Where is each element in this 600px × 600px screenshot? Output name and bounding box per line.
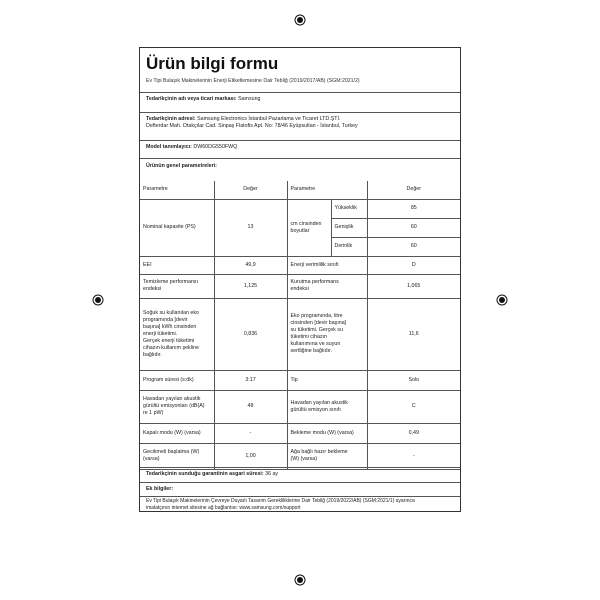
eei-label: EEI (140, 256, 214, 274)
energy-consumption-value: 0,836 (214, 298, 287, 370)
form-subtitle: Ev Tipi Bulaşık Makinelerinin Enerji Etiketlemesine Dair Tebliğ (2019/2017/AB) (SGM:2021/2) (146, 78, 360, 84)
divider (140, 482, 460, 483)
divider (140, 496, 460, 497)
registration-mark-right (499, 297, 505, 303)
divider (140, 467, 460, 468)
noise-class-value: C (367, 390, 460, 423)
header-value-right: Değer (367, 181, 460, 199)
table-row (140, 443, 460, 469)
depth-value: 60 (367, 237, 460, 256)
off-mode-value: - (214, 423, 287, 443)
warranty-value: 36 ay (265, 471, 279, 477)
noise-class-label: Havadan yayılan akustik gürültü emisyon sınıfı (287, 390, 367, 423)
supplier-row (146, 96, 260, 103)
registration-mark-top (297, 17, 303, 23)
warranty-row (146, 471, 278, 478)
registration-mark-bottom (297, 577, 303, 583)
off-mode-label: Kapalı modu (W) (varsa) (140, 423, 214, 443)
header-value-left: Değer (214, 181, 287, 199)
additional-info-label: Ek bilgiler: (146, 486, 174, 492)
nominal-capacity-value: 13 (214, 199, 287, 256)
model-row (146, 144, 237, 151)
depth-label: Derinlik (331, 237, 367, 256)
warranty-label: Tedarikçinin sunduğu garantinin asgari süresi: (146, 471, 264, 477)
dimensions-label: cm cinsinden boyutlar (287, 199, 331, 256)
divider (140, 140, 460, 141)
table-row (140, 423, 460, 443)
networked-standby-value: - (367, 443, 460, 469)
type-label: Tip (287, 370, 367, 390)
energy-class-label: Enerji verimlilik sınıfı (287, 256, 367, 274)
address-line-2: Defterdar Mah. Otakçılar Cad. Sinpaş Flatofis Apt. No: 78/46 Eyüpsultan - İstanbul, Turkey (146, 123, 358, 130)
header-param-right: Parametre (287, 181, 367, 199)
divider (140, 112, 460, 113)
table-row (140, 390, 460, 423)
model-label: Model tanımlayıcı: (146, 144, 192, 150)
nominal-capacity-label: Nominal kapasite (PS) (140, 199, 214, 256)
header-param-left: Parametre (140, 181, 214, 199)
table-row (140, 274, 460, 298)
program-duration-value: 3:17 (214, 370, 287, 390)
width-label: Genişlik (331, 218, 367, 237)
table-row (140, 298, 460, 370)
supplier-label: Tedarikçinin adı veya ticari markası: (146, 96, 237, 102)
width-value: 60 (367, 218, 460, 237)
water-consumption-label: Eko programında, litre cinsinden [devir başına] su tüketimi. Gerçek su tüketimi cihazın kullanımına ve suyun sertliğine bağlıdır. (287, 298, 367, 370)
table-row (140, 199, 460, 218)
table-row (140, 181, 460, 199)
water-consumption-value: 11,6 (367, 298, 460, 370)
parameters-table (140, 181, 460, 470)
address-line-1: Samsung Electronics İstanbul Pazarlama ve Ticaret LTD.ŞTİ. (197, 116, 341, 122)
additional-info-line-2: imalatçının internet sitesine ağ bağlantısı: www.samsung.com/support (146, 504, 301, 511)
general-params-label: Ürünün genel parametreleri: (146, 163, 217, 169)
height-label: Yükseklik (331, 199, 367, 218)
energy-consumption-label: Soğuk su kullanılan eko programında [devir başına] kWh cinsinden enerji tüketimi. Gerçek enerji tüketimi cihazın kullanım şekline bağlıdır. (140, 298, 214, 370)
standby-mode-value: 0,49 (367, 423, 460, 443)
program-duration-label: Program süresi (s:dk) (140, 370, 214, 390)
model-value: DW60DG550FWQ (193, 144, 238, 150)
additional-info-text (146, 498, 415, 511)
registration-mark-left (95, 297, 101, 303)
product-info-sheet (139, 47, 461, 512)
address-label: Tedarikçinin adresi: (146, 116, 196, 122)
type-value: Solo (367, 370, 460, 390)
noise-emission-label: Havadan yayılan akustik gürültü emisyonları (dB(A) re 1 pW) (140, 390, 214, 423)
energy-class-value: D (367, 256, 460, 274)
delay-start-value: 1,00 (214, 443, 287, 469)
eei-value: 49,9 (214, 256, 287, 274)
supplier-value: Samsung (238, 96, 261, 102)
drying-index-label: Kurutma performans endeksi (287, 274, 367, 298)
delay-start-label: Gecikmeli başlatma (W) (varsa) (140, 443, 214, 469)
standby-mode-label: Bekleme modu (W) (varsa) (287, 423, 367, 443)
divider (140, 92, 460, 93)
address-row (146, 116, 358, 130)
drying-index-value: 1,065 (367, 274, 460, 298)
cleaning-index-value: 1,125 (214, 274, 287, 298)
height-value: 85 (367, 199, 460, 218)
networked-standby-label: Ağa bağlı hazır bekleme (W) (varsa) (287, 443, 367, 469)
additional-info-line-1: Ev Tipi Bulaşık Makinelerinin Çevreye Duyarlı Tasarım Gerekliliklerine Dair Tebliğ (2019/2022/AB) (SGM:2021/1) uyarınca (146, 498, 415, 504)
noise-emission-value: 48 (214, 390, 287, 423)
divider (140, 158, 460, 159)
cleaning-index-label: Temizleme performansı endeksi (140, 274, 214, 298)
table-row (140, 370, 460, 390)
form-title: Ürün bilgi formu (146, 54, 279, 73)
table-row (140, 256, 460, 274)
